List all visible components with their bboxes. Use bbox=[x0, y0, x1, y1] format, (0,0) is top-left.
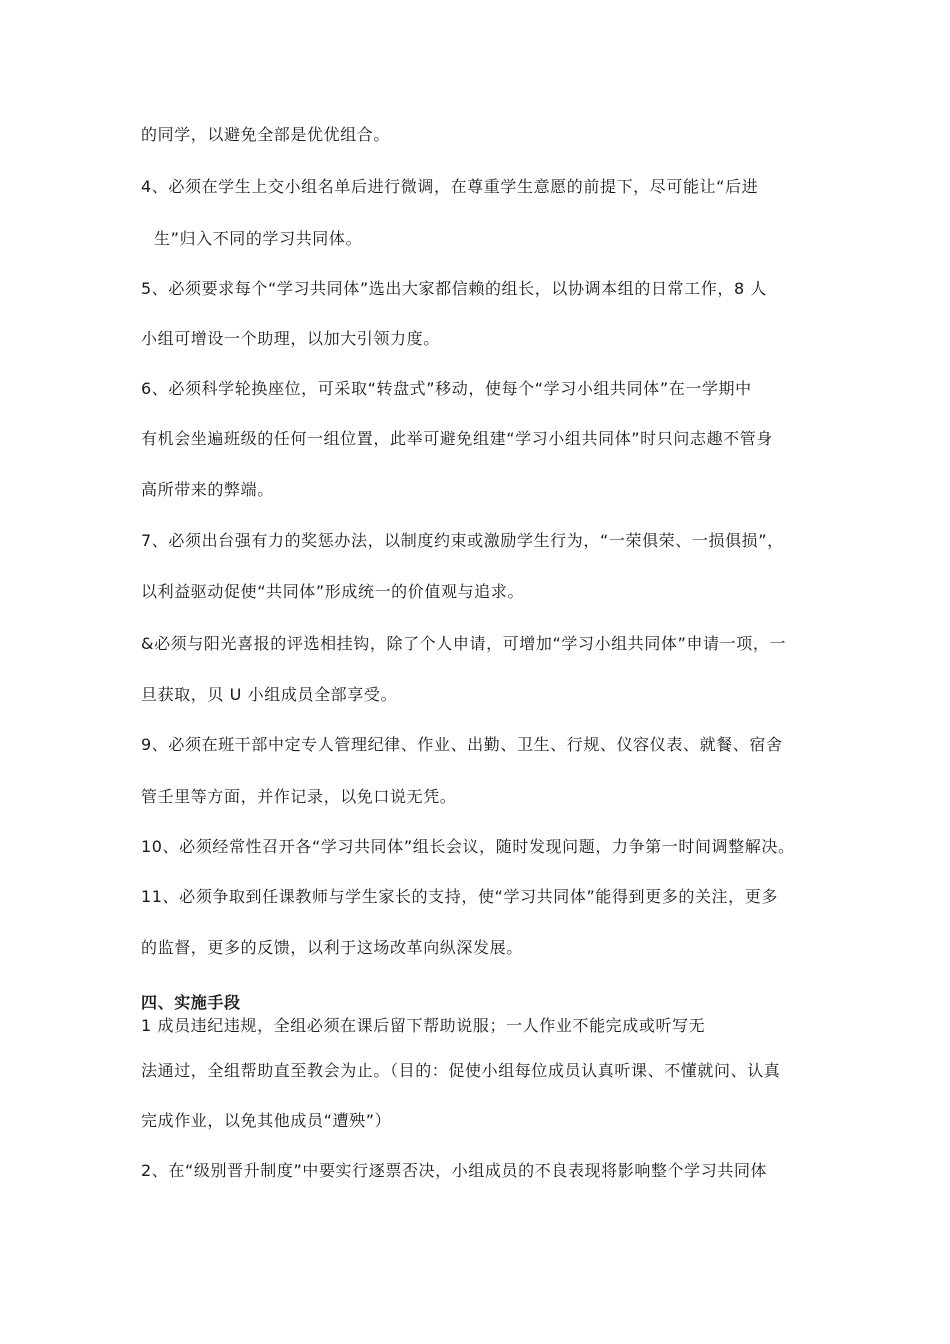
section-heading: 四、实施手段 bbox=[141, 993, 241, 1012]
list-item-10: 10、必须经常性召开各“学习共同体”组长会议，随时发现问题，力争第一时间调整解决。 bbox=[141, 837, 795, 856]
text-line: 以利益驱动促使“共同体”形成统一的价值观与追求。 bbox=[141, 582, 524, 601]
text-line: 旦获取，贝 U 小组成员全部享受。 bbox=[141, 685, 398, 704]
list-item-1: 1 成员违纪违规，全组必须在课后留下帮助说服；一人作业不能完成或听写无 bbox=[141, 1016, 706, 1035]
list-item-9: 9、必须在班干部中定专人管理纪律、作业、出勤、卫生、行规、仪容仪表、就餐、宿舍 bbox=[141, 735, 783, 754]
text-line: 生”归入不同的学习共同体。 bbox=[154, 229, 363, 248]
list-item-8: &必须与阳光喜报的评选相挂钩，除了个人申请，可增加“学习小组共同体”申请一项，一 bbox=[141, 634, 787, 653]
list-item-6: 6、必须科学轮换座位，可采取“转盘式”移动，使每个“学习小组共同体”在一学期中 bbox=[141, 379, 752, 398]
list-item-11: 11、必须争取到任课教师与学生家长的支持，使“学习共同体”能得到更多的关注，更多 bbox=[141, 887, 778, 906]
text-line: 法通过，全组帮助直至教会为止。（目的：促使小组每位成员认真听课、不懂就问、认真 bbox=[141, 1061, 781, 1080]
text-line: 小组可增设一个助理，以加大引领力度。 bbox=[141, 329, 440, 348]
text-line: 完成作业，以免其他成员“遭殃”） bbox=[141, 1111, 392, 1130]
list-item-7: 7、必须出台强有力的奖惩办法，以制度约束或激励学生行为，“一荣俱荣、一损俱损”， bbox=[141, 531, 784, 550]
list-item-4: 4、必须在学生上交小组名单后进行微调，在尊重学生意愿的前提下，尽可能让“后进 bbox=[141, 177, 759, 196]
text-line: 的监督，更多的反馈，以利于这场改革向纵深发展。 bbox=[141, 938, 523, 957]
list-item-5: 5、必须要求每个“学习共同体”选出大家都信赖的组长，以协调本组的日常工作，8 人 bbox=[141, 279, 768, 298]
text-line: 高所带来的弊端。 bbox=[141, 480, 274, 499]
text-line: 的同学，以避免全部是优优组合。 bbox=[141, 125, 391, 144]
list-item-2: 2、在“级别晋升制度”中要实行逐票否决，小组成员的不良表现将影响整个学习共同体 bbox=[141, 1161, 768, 1180]
text-line: 管壬里等方面，并作记录，以免口说无凭。 bbox=[141, 787, 457, 806]
text-line: 有机会坐遍班级的任何一组位置，此举可避免组建“学习小组共同体”时只问志趣不管身 bbox=[141, 429, 773, 448]
